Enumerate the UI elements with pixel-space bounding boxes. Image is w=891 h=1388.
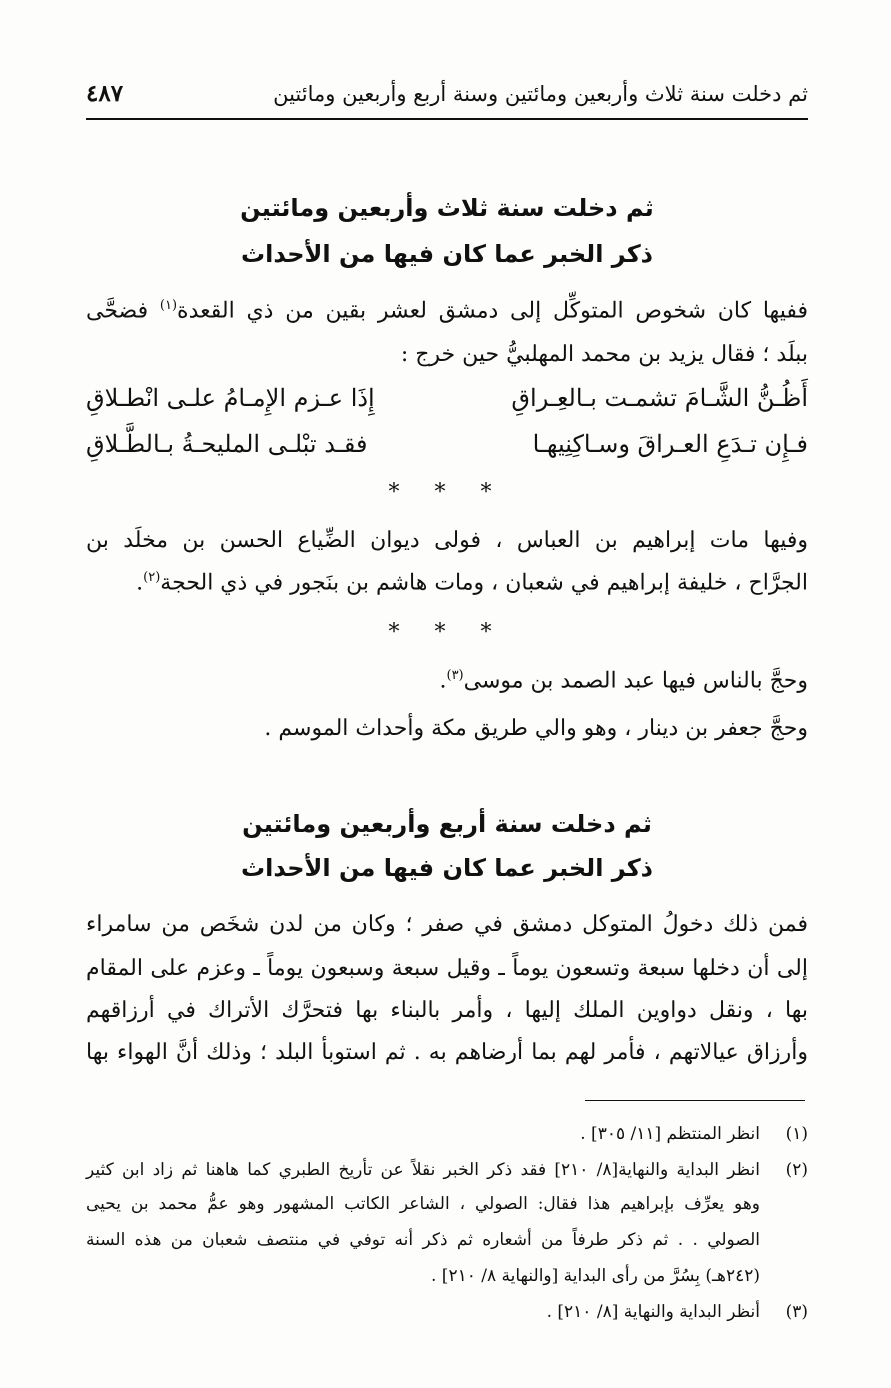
footnote-text: انظر البداية والنهاية[٨/ ٢١٠] فقد ذكر الخبر نقلاً عن تأريخ الطبري كما هاهنا ثم زاد ابن كثير [86, 1160, 760, 1180]
verse2-first-hemistich: فـإِن تـدَعِ العـراقَ وسـاكِنِيهـا [532, 430, 808, 458]
section1-subheading: ذكر الخبر عما كان فيها من الأحداث [241, 240, 653, 268]
section1-heading: ثم دخلت سنة ثلاث وأربعين ومائتين [240, 194, 654, 222]
para3-line1: وحجَّ بالناس فيها عبد الصمد بن موسى$^{(٣)}$. [439, 668, 808, 694]
footnote-ref-1[interactable]: (١) [159, 298, 178, 313]
section2-subheading: ذكر الخبر عما كان فيها من الأحداث [241, 854, 653, 882]
running-header [86, 78, 808, 118]
para1-line2: ببلَد ؛ فقال يزيد بن محمد المهلبيُّ حين خرج : [400, 342, 808, 367]
footnote-number: (١) [785, 1124, 808, 1144]
verse2-second-hemistich: فقـد تبْلـى المليحـةُ بـالطَّـلاقِ [86, 430, 368, 458]
para1-line1: ففيها كان شخوص المتوكِّل إلى دمشق لعشر بقين من ذي القعدة$^{(١)}$ فضحَّى [86, 298, 808, 324]
verse1-second-hemistich: إِذَا عـزم الإِمـامُ علـى انْطـلاقِ [86, 384, 375, 412]
para3-line2: وحجَّ جعفر بن دينار ، وهو والي طريق مكة وأحداث الموسم . [264, 716, 808, 741]
para2-line2: الجرَّاح ، خليفة إبراهيم في شعبان ، ومات هاشم بن بنَجور في ذي الحجة$^{(٢)}$. [136, 570, 808, 596]
section2-heading: ثم دخلت سنة أربع وأربعين ومائتين [242, 810, 652, 838]
footnote-ref-2[interactable]: (٢) [143, 570, 161, 585]
verse1-first-hemistich: أَظُـنُّ الشَّـامَ تشمـت بـالعِـراقِ [511, 384, 808, 412]
footnote-number: (٢) [785, 1160, 808, 1180]
footnote-number: (٣) [785, 1302, 808, 1322]
page-number: ٤٨٧ [86, 80, 124, 107]
separator-stars: * * * [388, 620, 506, 645]
footnote-text: (٢٤٢هـ) بِسُرَّ من رأى البداية [والنهاية ٨/ ٢١٠] . [430, 1266, 760, 1286]
section2-line: فمن ذلك دخولُ المتوكل دمشق في صفر ؛ وكان من لدن شخَص من سامراء [86, 912, 808, 937]
section2-line: إلى أن دخلها سبعة وتسعون يوماً ـ وقيل سبعة وسبعون يوماً ـ وعزم على المقام [86, 956, 808, 981]
footnote-text: أنظر البداية والنهاية [٨/ ٢١٠] . [546, 1302, 760, 1322]
section2-line: بها ، ونقل دواوين الملك إليها ، وأمر بالبناء بها فتحرَّك الأتراك في أرزاقهم [86, 998, 808, 1023]
footnote-text: انظر المنتظم [١١/ ٣٠٥] . [580, 1124, 760, 1144]
footnote-rule [585, 1100, 805, 1101]
section2-line: وأرزاق عيالاتهم ، فأمر لهم بما أرضاهم به . ثم استوبأ البلد ؛ وذلك أنَّ الهواء بها [86, 1040, 808, 1065]
header-rule [86, 118, 808, 120]
footnote-text: وهو يعرِّف بإبراهيم هذا فقال: الصولي ، الشاعر الكاتب المشهور وهو عمُّ محمد بن يحيى [86, 1194, 760, 1214]
footnote-text: الصولي . . ثم ذكر طرفاً من أشعاره ثم ذكر أنه توفي في منتصف شعبان من هذه السنة [86, 1230, 760, 1250]
para2-line1: وفيها مات إبراهيم بن العباس ، فولى ديوان الضِّياع الحسن بن مخلَد بن [86, 528, 808, 553]
running-title: ثم دخلت سنة ثلاث وأربعين ومائتين وسنة أربع وأربعين ومائتين [273, 82, 808, 106]
separator-stars: * * * [388, 480, 506, 505]
footnote-ref-3[interactable]: (٣) [446, 668, 464, 683]
